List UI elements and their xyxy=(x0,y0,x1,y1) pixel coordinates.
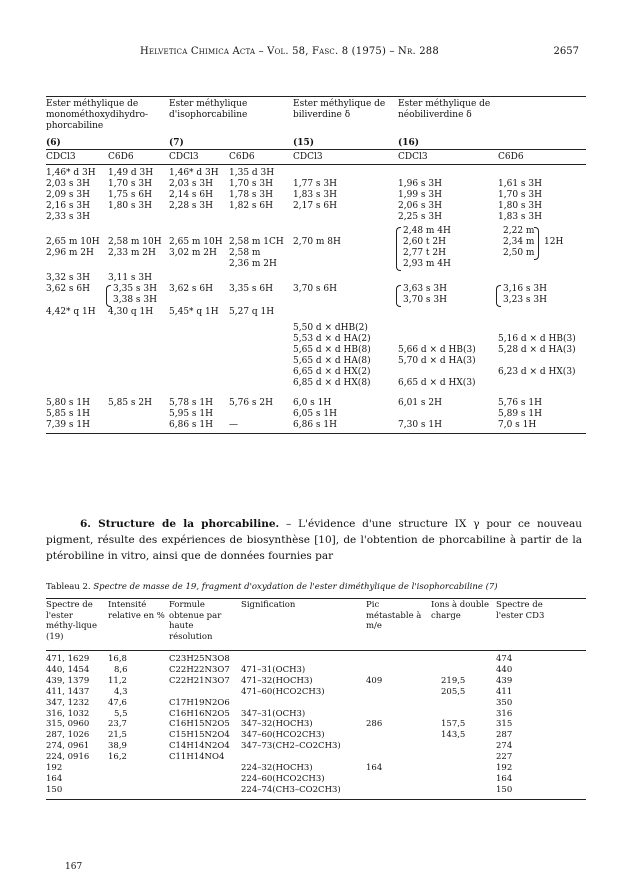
table-cell: C16H16N2O5 xyxy=(169,708,230,719)
table-cell: 2,03 s 3H xyxy=(169,179,213,189)
table-cell: 3,35 s 3H xyxy=(113,284,157,294)
table-cell: 2,33 m 2H xyxy=(108,248,156,258)
table-cell: 3,38 s 3H xyxy=(113,295,157,305)
table-cell: 274 xyxy=(496,741,513,752)
table-cell: 3,70 s 6H xyxy=(293,284,337,294)
table-cell: 150 xyxy=(46,784,63,795)
table-cell: 23,7 xyxy=(108,719,127,730)
table-cell: 3,62 s 6H xyxy=(169,284,213,294)
table-cell: 1,96 s 3H xyxy=(398,179,442,189)
column-header: Spectre de l'ester CD3 xyxy=(496,600,545,621)
table-cell: 5,28 d × d HA(3) xyxy=(498,345,576,355)
table-cell: C22H21N3O7 xyxy=(169,675,230,686)
table2-label: Tableau 2. xyxy=(46,582,91,592)
table-cell: 347–73(CH2–CO2CH3) xyxy=(241,741,341,752)
table-cell: 3,63 s 3H xyxy=(403,284,447,294)
table-cell: 1,83 s 3H xyxy=(498,212,542,222)
table-cell: 2,17 s 6H xyxy=(293,201,337,211)
table-cell: 5,85 s 1H xyxy=(46,409,90,419)
table-cell: 6,0 s 1H xyxy=(293,398,332,408)
table-cell: 2,33 s 3H xyxy=(46,212,90,222)
table-cell: 5,70 d × d HA(3) xyxy=(398,356,476,366)
journal-title: Helvetica Chimica Acta – Vol. 58, Fasc. 8 (1975) – Nr. 288 xyxy=(140,46,439,57)
table-cell: 2,70 m 8H xyxy=(293,237,341,247)
table-cell: 5,89 s 1H xyxy=(498,409,542,419)
table-rule xyxy=(46,149,586,150)
brace xyxy=(106,285,111,307)
table-cell: 7,39 s 1H xyxy=(46,420,90,430)
table-cell: 219,5 xyxy=(441,675,466,686)
table-cell: 6,65 d × d HX(2) xyxy=(293,367,371,377)
table-cell: 1,80 s 3H xyxy=(498,201,542,211)
brace xyxy=(496,285,501,307)
table-cell: 5,5 xyxy=(114,708,128,719)
table-cell: 471, 1629 xyxy=(46,654,90,664)
table-cell: 5,16 d × d HB(3) xyxy=(498,334,576,344)
page-number: 2657 xyxy=(553,46,579,57)
solvent-header: C6D6 xyxy=(108,152,134,162)
compound-number: (6) xyxy=(46,138,61,148)
table-cell: 2,58 m 1CH xyxy=(229,237,284,247)
table-cell: C11H14NO4 xyxy=(169,752,225,763)
table-cell: 21,5 xyxy=(108,730,127,741)
column-header: Ions à double charge xyxy=(431,600,490,621)
table-cell: 1,78 s 3H xyxy=(229,190,273,200)
table-cell: 5,76 s 1H xyxy=(498,398,542,408)
table-cell: 316 xyxy=(496,708,513,719)
table-cell: 157,5 xyxy=(441,719,466,730)
table-cell: 1,70 s 3H xyxy=(108,179,152,189)
table-cell: 224–74(CH3–CO2CH3) xyxy=(241,784,341,795)
table-cell: 1,70 s 3H xyxy=(498,190,542,200)
table-cell: 287 xyxy=(496,730,513,741)
table-cell: 471–31(OCH3) xyxy=(241,664,306,675)
table-cell: C14H14N2O4 xyxy=(169,741,230,752)
table-cell: 2,34 m xyxy=(503,237,535,247)
table-cell: C23H25N3O8 xyxy=(169,654,230,664)
table2-title: Spectre de masse de 19, fragment d'oxydation de l'ester diméthylique de l'isophorcabiline (7) xyxy=(93,582,498,592)
table-cell: 47,6 xyxy=(108,697,127,708)
table-cell: 2,77 t 2H xyxy=(403,248,446,258)
table-cell: 411, 1437 xyxy=(46,686,90,697)
column-header: Spectre de l'ester méthy-lique (19) xyxy=(46,600,98,642)
table-cell: 7,0 s 1H xyxy=(498,420,537,430)
table-rule xyxy=(46,799,586,800)
table-cell: 1,99 s 3H xyxy=(398,190,442,200)
table-cell: C16H15N2O5 xyxy=(169,719,230,730)
table-cell: 5,95 s 1H xyxy=(169,409,213,419)
table-cell: 2,22 m xyxy=(503,226,535,236)
table-cell: 3,23 s 3H xyxy=(503,295,547,305)
table-cell: 439, 1379 xyxy=(46,675,90,686)
section-paragraph xyxy=(46,516,582,564)
table-cell: 2,14 s 6H xyxy=(169,190,213,200)
table-cell: 143,5 xyxy=(441,730,466,741)
table-cell: 11,2 xyxy=(108,675,127,686)
solvent-header: C6D6 xyxy=(498,152,524,162)
table-cell: 316, 1032 xyxy=(46,708,90,719)
table-rule xyxy=(46,96,586,97)
table-cell: 3,35 s 6H xyxy=(229,284,273,294)
table-cell: 2,25 s 3H xyxy=(398,212,442,222)
table-cell: 1,46* d 3H xyxy=(169,168,219,178)
brace xyxy=(396,285,401,307)
table-cell: 38,9 xyxy=(108,741,127,752)
table-cell: 5,85 s 2H xyxy=(108,398,152,408)
table-cell: 7,30 s 1H xyxy=(398,420,442,430)
table-cell: 6,86 s 1H xyxy=(293,420,337,430)
table-cell: C15H15N2O4 xyxy=(169,730,230,741)
column-header: Signification xyxy=(241,600,296,610)
table-cell: 3,11 s 3H xyxy=(108,273,152,283)
table-rule xyxy=(46,433,586,434)
table-cell: 2,96 m 2H xyxy=(46,248,94,258)
table-cell: 347–60(HCO2CH3) xyxy=(241,730,325,741)
table-rule xyxy=(46,598,586,599)
column-header: Intensité relative en % xyxy=(108,600,165,621)
table-cell: 2,50 m xyxy=(503,248,535,258)
table-cell: 224–60(HCO2CH3) xyxy=(241,773,325,784)
table-cell: 1,35 d 3H xyxy=(229,168,275,178)
table-rule xyxy=(46,164,586,165)
table-cell: 2,65 m 10H xyxy=(46,237,100,247)
table-cell: 3,70 s 3H xyxy=(403,295,447,305)
table-cell: 1,75 s 6H xyxy=(108,190,152,200)
table-cell: 5,78 s 1H xyxy=(169,398,213,408)
table-cell: 192 xyxy=(496,763,513,773)
table-cell: 1,46* d 3H xyxy=(46,168,96,178)
table-cell: 474 xyxy=(496,654,513,664)
table-cell: 5,66 d × d HB(3) xyxy=(398,345,476,355)
table-cell: 1,70 s 3H xyxy=(229,179,273,189)
table-cell: 2,28 s 3H xyxy=(169,201,213,211)
footer-number: 167 xyxy=(65,862,83,872)
solvent-header: CDCl3 xyxy=(398,152,428,162)
brace xyxy=(396,227,401,271)
table-cell: 5,53 d × d HA(2) xyxy=(293,334,371,344)
column-header: Formule obtenue par haute résolution xyxy=(169,600,222,642)
table-cell: 4,30 q 1H xyxy=(108,307,154,317)
table-cell: 1,49 d 3H xyxy=(108,168,154,178)
table-cell: 1,77 s 3H xyxy=(293,179,337,189)
table-cell: 8,6 xyxy=(114,664,128,675)
table-cell: 3,16 s 3H xyxy=(503,284,547,294)
table-cell: 287, 1026 xyxy=(46,730,90,741)
table-cell: 6,23 d × d HX(3) xyxy=(498,367,576,377)
table-cell: 5,80 s 1H xyxy=(46,398,90,408)
table-cell: 2,65 m 10H xyxy=(169,237,223,247)
table-cell: 5,50 d × dHB(2) xyxy=(293,323,368,333)
table-cell: 3,62 s 6H xyxy=(46,284,90,294)
table-cell: 2,06 s 3H xyxy=(398,201,442,211)
table-cell: 5,45* q 1H xyxy=(169,307,219,317)
table-cell: 315 xyxy=(496,719,513,730)
section-text: – L'évidence d'une structure IX γ pour ce nouveau pigment, résulte des expériences de biosynthèse [10], de l'obtention de phorcabiline à partir de la ptérobiline in vitro, ainsi que de données fournies par xyxy=(46,518,582,562)
table-cell: 192 xyxy=(46,763,63,773)
table-cell: 4,42* q 1H xyxy=(46,307,96,317)
table-cell: 1,61 s 3H xyxy=(498,179,542,189)
compound-number: (16) xyxy=(398,138,420,148)
table-cell: 6,05 s 1H xyxy=(293,409,337,419)
table-cell: 5,76 s 2H xyxy=(229,398,273,408)
group-header: Ester méthylique de biliverdine δ xyxy=(293,99,386,120)
table-cell: 440 xyxy=(496,664,513,675)
solvent-header: C6D6 xyxy=(229,152,255,162)
group-header: Ester méthylique de néobiliverdine δ xyxy=(398,99,491,120)
table-cell: 3,02 m 2H xyxy=(169,248,217,258)
table-cell: 411 xyxy=(496,686,513,697)
table-cell: 150 xyxy=(496,784,513,795)
table-cell: 286 xyxy=(366,719,383,730)
brace-right xyxy=(534,227,539,260)
column-header: Pic métastable à m/e xyxy=(366,600,422,632)
table-cell: 2,60 t 2H xyxy=(403,237,446,247)
table-cell: 2,03 s 3H xyxy=(46,179,90,189)
table-cell: 227 xyxy=(496,752,513,763)
table-cell: 439 xyxy=(496,675,513,686)
table-cell: 347–32(HOCH3) xyxy=(241,719,313,730)
table-cell: — xyxy=(229,420,238,430)
table-cell: 224–32(HOCH3) xyxy=(241,763,313,773)
table-cell: 164 xyxy=(496,773,513,784)
table-rule xyxy=(46,650,586,651)
table-cell: 224, 0916 xyxy=(46,752,90,763)
table-cell: 3,32 s 3H xyxy=(46,273,90,283)
table-cell: 315, 0960 xyxy=(46,719,90,730)
solvent-header: CDCl3 xyxy=(46,152,76,162)
brace-label: 12H xyxy=(544,237,564,247)
table-cell: C22H22N3O7 xyxy=(169,664,230,675)
group-header: Ester méthylique d'isophorcabiline xyxy=(169,99,248,120)
table-cell: 440, 1454 xyxy=(46,664,90,675)
table-cell: 16,8 xyxy=(108,654,127,664)
table-cell: 5,65 d × d HB(8) xyxy=(293,345,371,355)
table-cell: 350 xyxy=(496,697,513,708)
table-cell: C17H19N2O6 xyxy=(169,697,230,708)
table-cell: 347, 1232 xyxy=(46,697,90,708)
table-cell: 471–60(HCO2CH3) xyxy=(241,686,325,697)
table-cell: 4,3 xyxy=(114,686,128,697)
table2-caption xyxy=(46,582,586,592)
table-cell: 2,36 m 2H xyxy=(229,259,277,269)
table-cell: 2,58 m 10H xyxy=(108,237,162,247)
table-cell: 6,85 d × d HX(8) xyxy=(293,378,371,388)
table-cell: 6,65 d × d HX(3) xyxy=(398,378,476,388)
table-cell: 5,27 q 1H xyxy=(229,307,275,317)
compound-number: (15) xyxy=(293,138,315,148)
table-cell: 471–32(HOCH3) xyxy=(241,675,313,686)
table-cell: 6,01 s 2H xyxy=(398,398,442,408)
table-cell: 2,58 m xyxy=(229,248,261,258)
table-cell: 2,16 s 3H xyxy=(46,201,90,211)
table-cell: 205,5 xyxy=(441,686,466,697)
table-cell: 5,65 d × d HA(8) xyxy=(293,356,371,366)
solvent-header: CDCl3 xyxy=(293,152,323,162)
table-cell: 2,93 m 4H xyxy=(403,259,451,269)
table-cell: 2,48 m 4H xyxy=(403,226,451,236)
table-cell: 164 xyxy=(46,773,63,784)
table-cell: 347–31(OCH3) xyxy=(241,708,306,719)
table-cell: 2,09 s 3H xyxy=(46,190,90,200)
section-heading: 6. Structure de la phorcabiline. xyxy=(80,518,280,530)
table-cell: 409 xyxy=(366,675,383,686)
table-cell: 6,86 s 1H xyxy=(169,420,213,430)
table-cell: 274, 0961 xyxy=(46,741,90,752)
group-header: Ester méthylique de monométhoxydihydro-phorcabiline xyxy=(46,99,149,131)
table-cell: 1,80 s 3H xyxy=(108,201,152,211)
table-cell: 1,82 s 6H xyxy=(229,201,273,211)
compound-number: (7) xyxy=(169,138,184,148)
table-cell: 16,2 xyxy=(108,752,127,763)
table-cell: 164 xyxy=(366,763,383,773)
solvent-header: CDCl3 xyxy=(169,152,199,162)
table-cell: 1,83 s 3H xyxy=(293,190,337,200)
running-header xyxy=(0,44,629,60)
